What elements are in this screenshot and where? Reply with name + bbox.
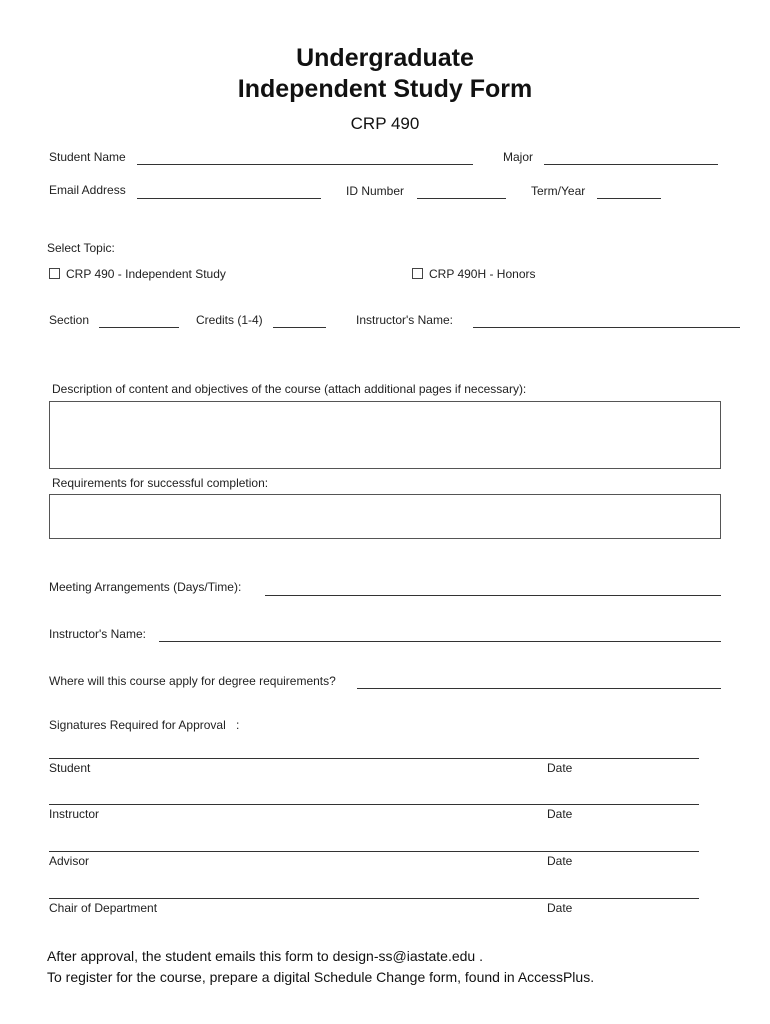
chair-signature-line[interactable] (49, 898, 699, 899)
chair-date-label: Date (547, 901, 573, 915)
credits-label: Credits (1-4) (196, 313, 263, 327)
section-label: Section (49, 313, 90, 327)
instructor-name-label-top: Instructor's Name: (356, 313, 453, 327)
instructor-signature-line[interactable] (49, 804, 699, 805)
term-year-label: Term/Year (531, 184, 586, 198)
instructor-name-label: Instructor's Name: (49, 627, 146, 641)
advisor-date-label: Date (547, 854, 573, 868)
footer-instructions-line2: To register for the course, prepare a digital Schedule Change form, found in AccessPlus. (47, 969, 595, 985)
degree-requirements-label: Where will this course apply for degree requirements? (49, 674, 336, 688)
meeting-label: Meeting Arrangements (Days/Time): (49, 580, 242, 594)
instructor-name-field[interactable] (159, 641, 721, 642)
email-field[interactable] (137, 198, 321, 199)
degree-requirements-field[interactable] (357, 688, 721, 689)
instructor-signature-label: Instructor (49, 807, 100, 821)
student-signature-label: Student (49, 761, 91, 775)
topic-490-label: CRP 490 - Independent Study (66, 267, 226, 281)
signatures-colon: : (236, 718, 240, 732)
topic-490h-label: CRP 490H - Honors (429, 267, 536, 281)
signatures-heading: Signatures Required for Approval (49, 718, 226, 732)
term-year-field[interactable] (597, 198, 661, 199)
student-date-label: Date (547, 761, 573, 775)
id-number-label: ID Number (346, 184, 405, 198)
footer-instructions-line1: After approval, the student emails this form to design-ss@iastate.edu . (47, 948, 483, 964)
email-label: Email Address (49, 183, 126, 197)
advisor-signature-line[interactable] (49, 851, 699, 852)
student-name-label: Student Name (49, 150, 126, 164)
chair-signature-label: Chair of Department (49, 901, 158, 915)
description-textarea[interactable] (49, 401, 721, 469)
instructor-date-label: Date (547, 807, 573, 821)
description-label: Description of content and objectives of the course (attach additional pages if necessary): (52, 382, 527, 396)
instructor-name-field-top[interactable] (473, 327, 740, 328)
id-number-field[interactable] (417, 198, 506, 199)
major-field[interactable] (544, 164, 718, 165)
advisor-signature-label: Advisor (49, 854, 90, 868)
credits-field[interactable] (273, 327, 326, 328)
topic-490-checkbox[interactable] (49, 268, 60, 279)
requirements-label: Requirements for successful completion: (52, 476, 269, 490)
form-title-line2: Independent Study Form (237, 75, 533, 103)
select-topic-label: Select Topic: (47, 241, 115, 255)
course-number: CRP 490 (350, 114, 420, 133)
topic-490h-checkbox[interactable] (412, 268, 423, 279)
major-label: Major (503, 150, 534, 164)
student-name-field[interactable] (137, 164, 473, 165)
meeting-field[interactable] (265, 595, 721, 596)
section-field[interactable] (99, 327, 179, 328)
form-title-line1: Undergraduate (296, 44, 474, 72)
student-signature-line[interactable] (49, 758, 699, 759)
requirements-textarea[interactable] (49, 494, 721, 539)
